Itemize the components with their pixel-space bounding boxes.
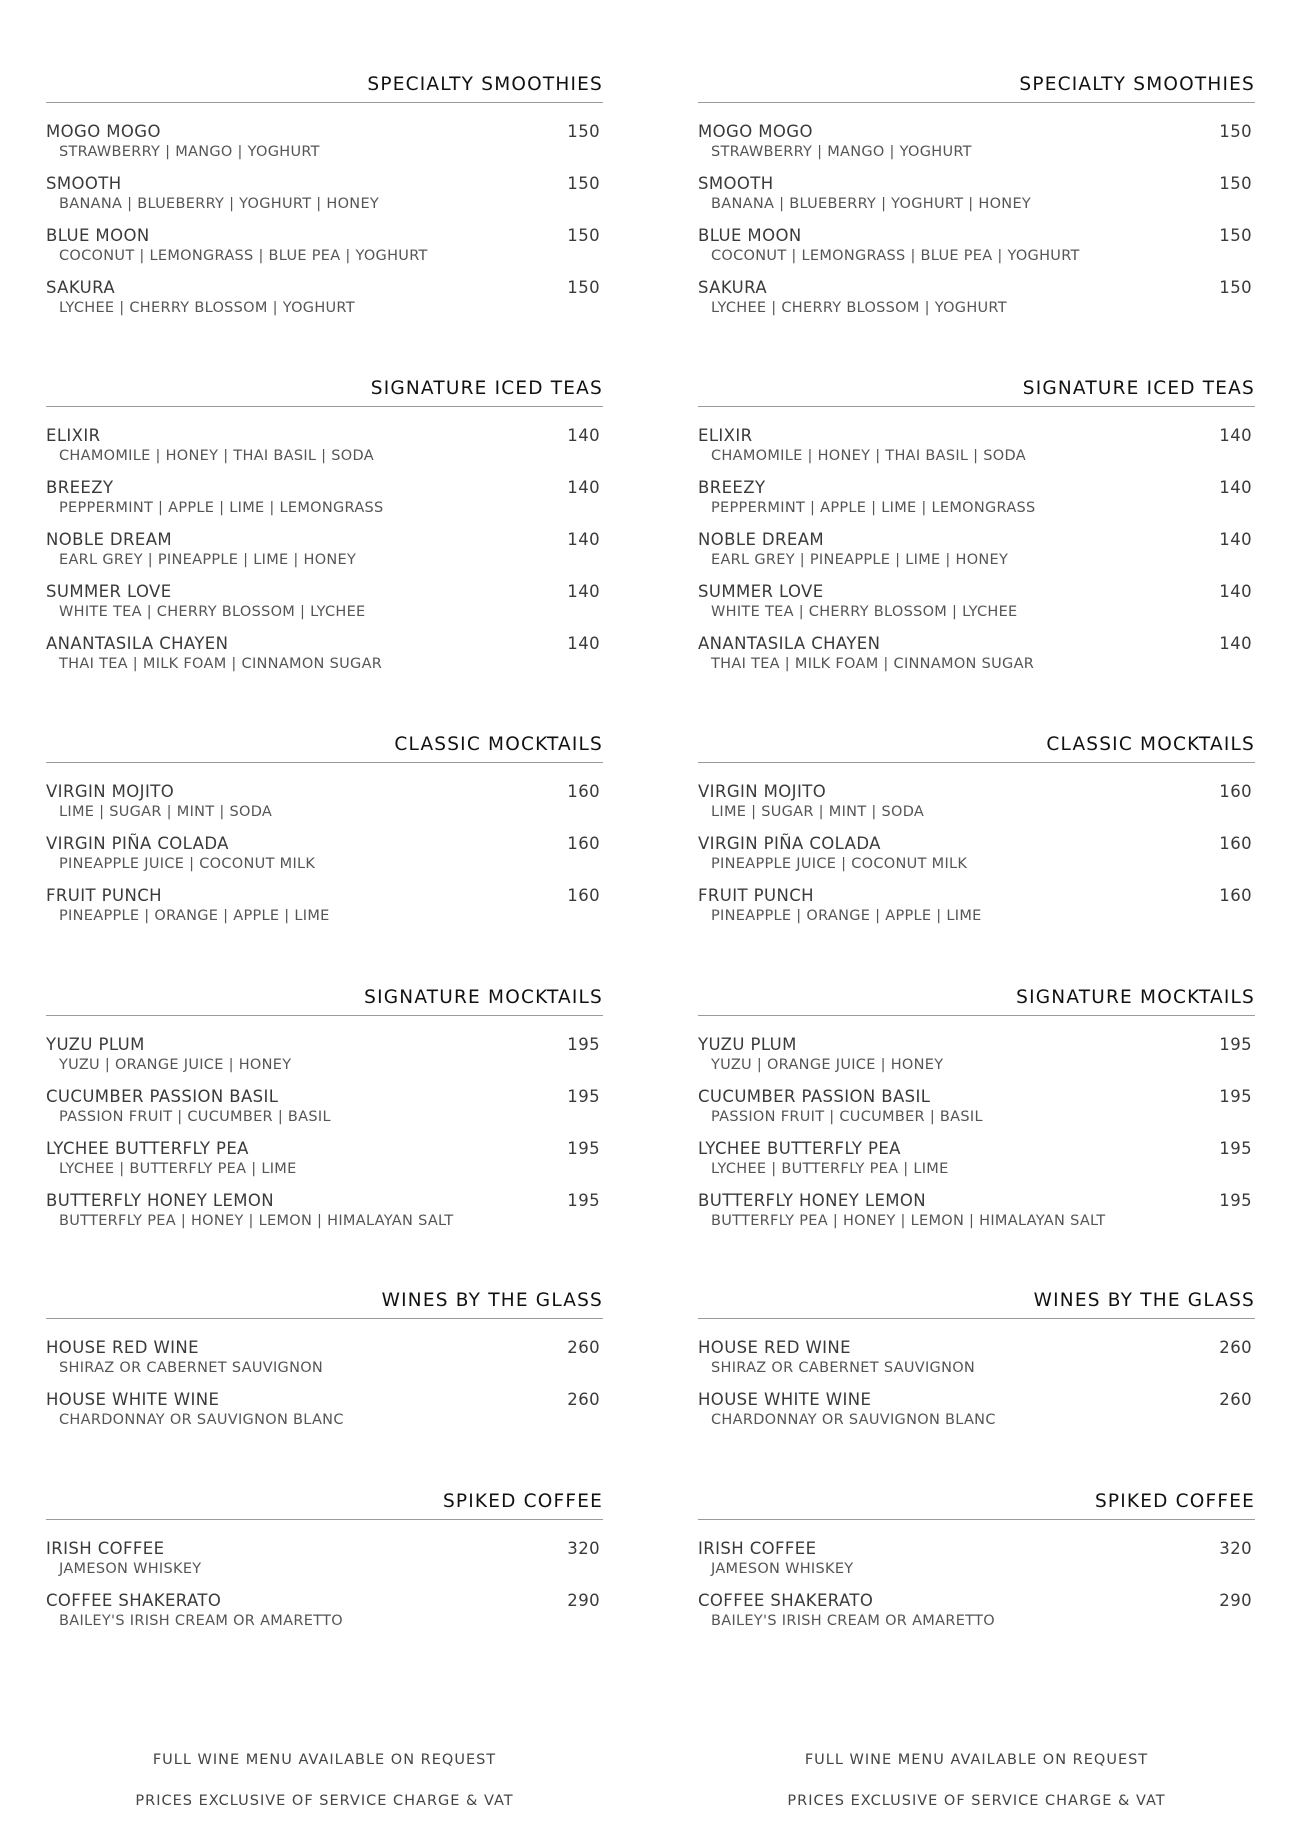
item-price: 150 bbox=[1219, 174, 1252, 193]
menu-item bbox=[46, 426, 603, 478]
item-price: 195 bbox=[567, 1035, 600, 1054]
section-divider bbox=[698, 1015, 1255, 1016]
menu-item bbox=[698, 834, 1255, 886]
item-description: PINEAPPLE JUICE | COCONUT MILK bbox=[711, 856, 968, 872]
item-description: THAI TEA | MILK FOAM | CINNAMON SUGAR bbox=[59, 656, 383, 672]
menu-item bbox=[46, 1139, 603, 1191]
item-description: LYCHEE | CHERRY BLOSSOM | YOGHURT bbox=[711, 300, 1007, 316]
menu-item bbox=[698, 1191, 1255, 1243]
menu-item bbox=[46, 1338, 603, 1390]
section-title: CLASSIC MOCKTAILS bbox=[394, 734, 603, 755]
section-title: CLASSIC MOCKTAILS bbox=[1046, 734, 1255, 755]
menu-item bbox=[46, 1591, 603, 1643]
section-signature-iced-teas bbox=[698, 378, 1255, 686]
item-list bbox=[46, 1338, 603, 1442]
item-name: VIRGIN PIÑA COLADA bbox=[698, 834, 881, 853]
item-name: SMOOTH bbox=[46, 174, 122, 193]
item-price: 140 bbox=[1219, 426, 1252, 445]
item-price: 150 bbox=[567, 122, 600, 141]
section-title: SIGNATURE MOCKTAILS bbox=[1016, 987, 1255, 1008]
item-description: BUTTERFLY PEA | HONEY | LEMON | HIMALAYAN SALT bbox=[711, 1213, 1106, 1229]
item-description: YUZU | ORANGE JUICE | HONEY bbox=[711, 1057, 944, 1073]
item-list bbox=[698, 782, 1255, 938]
section-title: SIGNATURE ICED TEAS bbox=[370, 378, 603, 399]
item-name: FRUIT PUNCH bbox=[698, 886, 814, 905]
item-list bbox=[698, 1338, 1255, 1442]
item-description: BANANA | BLUEBERRY | YOGHURT | HONEY bbox=[711, 196, 1032, 212]
section-divider bbox=[46, 102, 603, 103]
section-title: SIGNATURE ICED TEAS bbox=[1022, 378, 1255, 399]
item-name: ELIXIR bbox=[46, 426, 101, 445]
item-description: LYCHEE | CHERRY BLOSSOM | YOGHURT bbox=[59, 300, 355, 316]
item-price: 260 bbox=[567, 1390, 600, 1409]
menu-item bbox=[698, 634, 1255, 686]
section-specialty-smoothies bbox=[46, 74, 603, 330]
item-description: BAILEY'S IRISH CREAM OR AMARETTO bbox=[59, 1613, 343, 1629]
item-name: SAKURA bbox=[698, 278, 768, 297]
menu-item bbox=[46, 1087, 603, 1139]
menu-item bbox=[698, 1539, 1255, 1591]
menu-item bbox=[698, 226, 1255, 278]
item-description: PINEAPPLE | ORANGE | APPLE | LIME bbox=[711, 908, 982, 924]
menu-column-left bbox=[46, 0, 603, 1833]
item-price: 260 bbox=[1219, 1338, 1252, 1357]
item-name: CUCUMBER PASSION BASIL bbox=[698, 1087, 931, 1106]
item-description: CHARDONNAY OR SAUVIGNON BLANC bbox=[711, 1412, 996, 1428]
item-list bbox=[46, 426, 603, 686]
item-description: JAMESON WHISKEY bbox=[59, 1561, 202, 1577]
item-price: 195 bbox=[567, 1191, 600, 1210]
item-price: 140 bbox=[1219, 634, 1252, 653]
item-price: 195 bbox=[567, 1087, 600, 1106]
item-name: CUCUMBER PASSION BASIL bbox=[46, 1087, 279, 1106]
menu-item bbox=[698, 782, 1255, 834]
item-price: 150 bbox=[1219, 122, 1252, 141]
section-divider bbox=[698, 1519, 1255, 1520]
item-price: 290 bbox=[1219, 1591, 1252, 1610]
item-description: COCONUT | LEMONGRASS | BLUE PEA | YOGHURT bbox=[711, 248, 1080, 264]
item-name: MOGO MOGO bbox=[46, 122, 161, 141]
menu-item bbox=[46, 634, 603, 686]
item-price: 290 bbox=[567, 1591, 600, 1610]
item-description: LYCHEE | BUTTERFLY PEA | LIME bbox=[59, 1161, 297, 1177]
item-description: STRAWBERRY | MANGO | YOGHURT bbox=[59, 144, 320, 160]
item-list bbox=[698, 1035, 1255, 1243]
item-name: VIRGIN PIÑA COLADA bbox=[46, 834, 229, 853]
menu-item bbox=[698, 1139, 1255, 1191]
item-description: PASSION FRUIT | CUCUMBER | BASIL bbox=[711, 1109, 983, 1125]
item-name: ELIXIR bbox=[698, 426, 753, 445]
menu-item bbox=[698, 478, 1255, 530]
section-divider bbox=[698, 102, 1255, 103]
item-list bbox=[46, 1035, 603, 1243]
item-name: YUZU PLUM bbox=[698, 1035, 797, 1054]
item-list bbox=[698, 1539, 1255, 1643]
menu-item bbox=[698, 278, 1255, 330]
item-price: 140 bbox=[1219, 530, 1252, 549]
item-price: 195 bbox=[1219, 1191, 1252, 1210]
item-name: BREEZY bbox=[698, 478, 766, 497]
footer-prices-note: PRICES EXCLUSIVE OF SERVICE CHARGE & VAT bbox=[787, 1793, 1166, 1809]
item-price: 195 bbox=[567, 1139, 600, 1158]
menu-item bbox=[46, 478, 603, 530]
item-name: LYCHEE BUTTERFLY PEA bbox=[46, 1139, 249, 1158]
footer-wine-menu-note: FULL WINE MENU AVAILABLE ON REQUEST bbox=[152, 1752, 497, 1768]
item-name: NOBLE DREAM bbox=[698, 530, 825, 549]
menu-item bbox=[698, 1591, 1255, 1643]
section-divider bbox=[46, 1015, 603, 1016]
item-list bbox=[698, 122, 1255, 330]
item-price: 195 bbox=[1219, 1035, 1252, 1054]
section-title: WINES BY THE GLASS bbox=[1033, 1290, 1255, 1311]
item-list bbox=[46, 1539, 603, 1643]
item-price: 140 bbox=[1219, 478, 1252, 497]
menu-item bbox=[46, 782, 603, 834]
item-name: FRUIT PUNCH bbox=[46, 886, 162, 905]
item-description: BUTTERFLY PEA | HONEY | LEMON | HIMALAYAN SALT bbox=[59, 1213, 454, 1229]
item-price: 195 bbox=[1219, 1139, 1252, 1158]
item-list bbox=[46, 782, 603, 938]
item-description: PEPPERMINT | APPLE | LIME | LEMONGRASS bbox=[711, 500, 1036, 516]
item-description: EARL GREY | PINEAPPLE | LIME | HONEY bbox=[711, 552, 1009, 568]
item-description: COCONUT | LEMONGRASS | BLUE PEA | YOGHURT bbox=[59, 248, 428, 264]
menu-item bbox=[46, 1035, 603, 1087]
item-price: 140 bbox=[567, 634, 600, 653]
item-list bbox=[46, 122, 603, 330]
item-name: VIRGIN MOJITO bbox=[46, 782, 175, 801]
section-wines-by-the-glass bbox=[46, 1290, 603, 1442]
item-name: BLUE MOON bbox=[698, 226, 802, 245]
footer-prices-note: PRICES EXCLUSIVE OF SERVICE CHARGE & VAT bbox=[135, 1793, 514, 1809]
item-name: HOUSE RED WINE bbox=[698, 1338, 852, 1357]
item-name: BUTTERFLY HONEY LEMON bbox=[698, 1191, 927, 1210]
menu-item bbox=[698, 1035, 1255, 1087]
item-description: LIME | SUGAR | MINT | SODA bbox=[711, 804, 925, 820]
section-title: WINES BY THE GLASS bbox=[381, 1290, 603, 1311]
item-price: 140 bbox=[567, 582, 600, 601]
section-title: SPECIALTY SMOOTHIES bbox=[367, 74, 603, 95]
item-price: 260 bbox=[567, 1338, 600, 1357]
item-price: 150 bbox=[567, 226, 600, 245]
footer-wine-menu-note: FULL WINE MENU AVAILABLE ON REQUEST bbox=[804, 1752, 1149, 1768]
item-price: 160 bbox=[567, 834, 600, 853]
item-description: PASSION FRUIT | CUCUMBER | BASIL bbox=[59, 1109, 331, 1125]
section-title: SIGNATURE MOCKTAILS bbox=[364, 987, 603, 1008]
item-price: 160 bbox=[1219, 834, 1252, 853]
section-divider bbox=[46, 1519, 603, 1520]
item-name: HOUSE WHITE WINE bbox=[698, 1390, 872, 1409]
item-price: 140 bbox=[567, 478, 600, 497]
item-description: LIME | SUGAR | MINT | SODA bbox=[59, 804, 273, 820]
menu-item bbox=[698, 174, 1255, 226]
item-description: PINEAPPLE JUICE | COCONUT MILK bbox=[59, 856, 316, 872]
section-title: SPIKED COFFEE bbox=[1094, 1491, 1255, 1512]
item-name: NOBLE DREAM bbox=[46, 530, 173, 549]
item-name: YUZU PLUM bbox=[46, 1035, 145, 1054]
item-price: 150 bbox=[567, 174, 600, 193]
item-name: BUTTERFLY HONEY LEMON bbox=[46, 1191, 275, 1210]
item-description: SHIRAZ OR CABERNET SAUVIGNON bbox=[59, 1360, 324, 1376]
item-name: HOUSE RED WINE bbox=[46, 1338, 200, 1357]
section-title: SPIKED COFFEE bbox=[442, 1491, 603, 1512]
item-price: 150 bbox=[567, 278, 600, 297]
menu-item bbox=[46, 174, 603, 226]
section-spiked-coffee bbox=[46, 1491, 603, 1643]
item-price: 195 bbox=[1219, 1087, 1252, 1106]
item-price: 160 bbox=[1219, 782, 1252, 801]
item-description: WHITE TEA | CHERRY BLOSSOM | LYCHEE bbox=[711, 604, 1018, 620]
section-spiked-coffee bbox=[698, 1491, 1255, 1643]
section-signature-mocktails bbox=[46, 987, 603, 1243]
item-name: ANANTASILA CHAYEN bbox=[698, 634, 881, 653]
menu-item bbox=[698, 530, 1255, 582]
item-price: 150 bbox=[1219, 226, 1252, 245]
section-title: SPECIALTY SMOOTHIES bbox=[1019, 74, 1255, 95]
menu-item bbox=[698, 1087, 1255, 1139]
menu-item bbox=[46, 582, 603, 634]
section-specialty-smoothies bbox=[698, 74, 1255, 330]
menu-item bbox=[698, 426, 1255, 478]
item-description: CHAMOMILE | HONEY | THAI BASIL | SODA bbox=[711, 448, 1026, 464]
section-classic-mocktails bbox=[698, 734, 1255, 938]
section-divider bbox=[698, 1318, 1255, 1319]
section-divider bbox=[46, 762, 603, 763]
menu-item bbox=[46, 886, 603, 938]
item-name: MOGO MOGO bbox=[698, 122, 813, 141]
item-description: THAI TEA | MILK FOAM | CINNAMON SUGAR bbox=[711, 656, 1035, 672]
item-description: PINEAPPLE | ORANGE | APPLE | LIME bbox=[59, 908, 330, 924]
item-name: BLUE MOON bbox=[46, 226, 150, 245]
section-divider bbox=[698, 762, 1255, 763]
item-price: 150 bbox=[1219, 278, 1252, 297]
item-description: CHARDONNAY OR SAUVIGNON BLANC bbox=[59, 1412, 344, 1428]
menu-item bbox=[698, 582, 1255, 634]
menu-item bbox=[46, 122, 603, 174]
section-divider bbox=[46, 1318, 603, 1319]
item-name: HOUSE WHITE WINE bbox=[46, 1390, 220, 1409]
item-name: LYCHEE BUTTERFLY PEA bbox=[698, 1139, 901, 1158]
item-name: SAKURA bbox=[46, 278, 116, 297]
item-description: LYCHEE | BUTTERFLY PEA | LIME bbox=[711, 1161, 949, 1177]
menu-item bbox=[698, 1390, 1255, 1442]
item-description: YUZU | ORANGE JUICE | HONEY bbox=[59, 1057, 292, 1073]
item-description: EARL GREY | PINEAPPLE | LIME | HONEY bbox=[59, 552, 357, 568]
item-name: IRISH COFFEE bbox=[698, 1539, 817, 1558]
item-price: 260 bbox=[1219, 1390, 1252, 1409]
item-name: SUMMER LOVE bbox=[46, 582, 172, 601]
item-price: 140 bbox=[1219, 582, 1252, 601]
section-wines-by-the-glass bbox=[698, 1290, 1255, 1442]
item-description: JAMESON WHISKEY bbox=[711, 1561, 854, 1577]
menu-item bbox=[698, 122, 1255, 174]
item-description: STRAWBERRY | MANGO | YOGHURT bbox=[711, 144, 972, 160]
item-price: 320 bbox=[567, 1539, 600, 1558]
section-signature-mocktails bbox=[698, 987, 1255, 1243]
item-price: 160 bbox=[567, 782, 600, 801]
item-price: 320 bbox=[1219, 1539, 1252, 1558]
section-divider bbox=[698, 406, 1255, 407]
menu-item bbox=[698, 886, 1255, 938]
item-name: COFFEE SHAKERATO bbox=[698, 1591, 874, 1610]
item-price: 160 bbox=[567, 886, 600, 905]
item-price: 140 bbox=[567, 426, 600, 445]
section-signature-iced-teas bbox=[46, 378, 603, 686]
menu-item bbox=[46, 278, 603, 330]
item-description: BAILEY'S IRISH CREAM OR AMARETTO bbox=[711, 1613, 995, 1629]
item-name: IRISH COFFEE bbox=[46, 1539, 165, 1558]
item-name: VIRGIN MOJITO bbox=[698, 782, 827, 801]
item-list bbox=[698, 426, 1255, 686]
item-description: BANANA | BLUEBERRY | YOGHURT | HONEY bbox=[59, 196, 380, 212]
menu-item bbox=[46, 1539, 603, 1591]
menu-item bbox=[46, 1191, 603, 1243]
item-name: SMOOTH bbox=[698, 174, 774, 193]
item-name: COFFEE SHAKERATO bbox=[46, 1591, 222, 1610]
item-name: ANANTASILA CHAYEN bbox=[46, 634, 229, 653]
item-price: 140 bbox=[567, 530, 600, 549]
item-description: PEPPERMINT | APPLE | LIME | LEMONGRASS bbox=[59, 500, 384, 516]
item-description: SHIRAZ OR CABERNET SAUVIGNON bbox=[711, 1360, 976, 1376]
menu-item bbox=[46, 1390, 603, 1442]
item-price: 160 bbox=[1219, 886, 1252, 905]
menu-item bbox=[46, 226, 603, 278]
menu-item bbox=[46, 530, 603, 582]
menu-column-right bbox=[698, 0, 1255, 1833]
item-name: SUMMER LOVE bbox=[698, 582, 824, 601]
section-classic-mocktails bbox=[46, 734, 603, 938]
section-divider bbox=[46, 406, 603, 407]
item-name: BREEZY bbox=[46, 478, 114, 497]
menu-item bbox=[46, 834, 603, 886]
item-description: WHITE TEA | CHERRY BLOSSOM | LYCHEE bbox=[59, 604, 366, 620]
item-description: CHAMOMILE | HONEY | THAI BASIL | SODA bbox=[59, 448, 374, 464]
menu-item bbox=[698, 1338, 1255, 1390]
